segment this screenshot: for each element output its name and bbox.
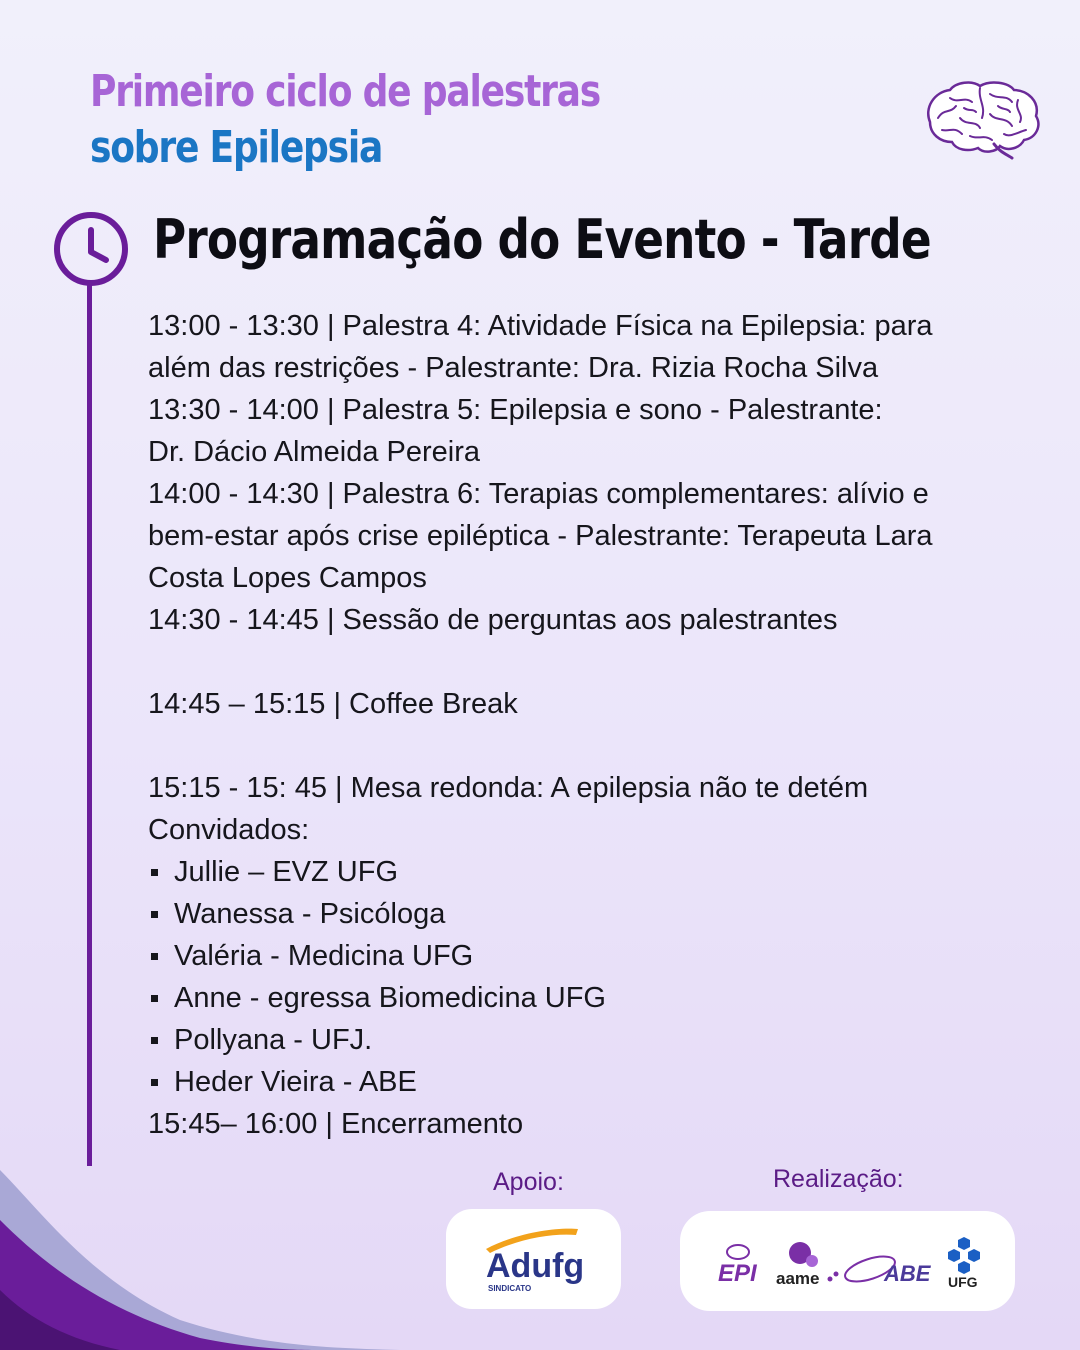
coffee-break-line: 14:45 – 15:15 | Coffee Break [148,688,518,720]
bullet-icon [151,869,158,876]
brain-icon [920,78,1042,162]
epi-logo [718,1245,758,1287]
ufg-logo [948,1237,980,1290]
guest-item [148,1019,968,1061]
guest-name: Valéria - Medicina UFG [174,940,474,972]
bullet-icon [151,1037,158,1044]
round-table-line: 15:15 - 15: 45 | Mesa redonda: A epilepsia não te detém [148,772,869,804]
ufg-name: UFG [948,1274,978,1290]
guest-item [148,1061,968,1103]
bullet-icon [151,911,158,918]
schedule-line: além das restrições - Palestrante: Dra. Rizia Rocha Silva [148,352,879,384]
aame-name: aame [776,1269,820,1288]
guest-item [148,977,968,1019]
schedule-line: 13:00 - 13:30 | Palestra 4: Atividade Física na Epilepsia: para [148,310,933,342]
clock-icon [52,210,130,288]
bullet-icon [151,995,158,1002]
adufg-logo [446,1209,621,1309]
guest-item [148,851,968,893]
guest-item [148,893,968,935]
adufg-sub: SINDICATO [488,1284,532,1293]
guests-label: Convidados: [148,814,310,846]
schedule-line: Costa Lopes Campos [148,562,427,594]
guest-item [148,935,968,977]
bullet-icon [151,1079,158,1086]
guest-name: Heder Vieira - ABE [174,1066,417,1098]
schedule-line: 14:30 - 14:45 | Sessão de perguntas aos palestrantes [148,604,838,636]
aame-logo [776,1242,839,1288]
schedule-line: 14:00 - 14:30 | Palestra 6: Terapias complementares: alívio e [148,478,929,510]
adufg-name: Adufg [486,1247,585,1285]
guest-name: Anne - egressa Biomedicina UFG [174,982,606,1014]
guest-name: Wanessa - Psicóloga [174,898,446,930]
schedule-line: bem-estar após crise epiléptica - Palestrante: Terapeuta Lara [148,520,933,552]
abe-name: ABE [884,1261,931,1286]
schedule-line: 13:30 - 14:00 | Palestra 5: Epilepsia e sono - Palestrante: [148,394,883,426]
organizers-label: Realização: [773,1165,904,1193]
epi-name: EPI [718,1260,757,1287]
corner-wave-decoration [0,1170,400,1350]
support-logo-card [446,1209,621,1309]
abe-logo [842,1251,932,1286]
guest-name: Pollyana - UFJ. [174,1024,373,1056]
schedule-list [148,305,968,1145]
event-title-line1: Primeiro ciclo de palestras [90,66,601,117]
support-label: Apoio: [493,1168,564,1196]
section-heading: Programação do Evento - Tarde [153,208,931,271]
bullet-icon [151,953,158,960]
event-title-line2: sobre Epilepsia [90,122,383,173]
schedule-line: Dr. Dácio Almeida Pereira [148,436,481,468]
timeline-line [87,284,92,1166]
organizers-logo-card [680,1211,1015,1311]
guest-name: Jullie – EVZ UFG [174,856,398,888]
closing-line: 15:45– 16:00 | Encerramento [148,1108,524,1140]
